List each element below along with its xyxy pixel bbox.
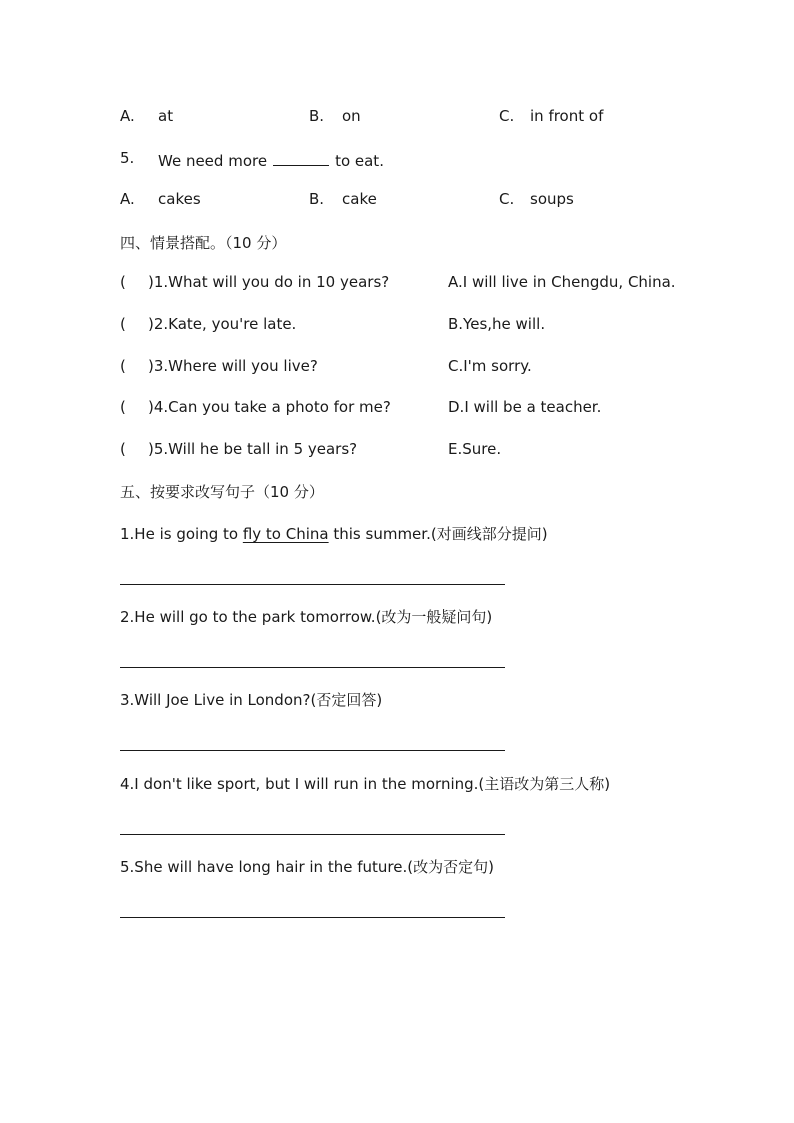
item-text: 5.She will have long hair in the future.(改为否定句) [120, 858, 494, 876]
match-question-3 [120, 357, 318, 375]
section-4-heading: 四、情景搭配。（10 分） [120, 234, 287, 252]
question-text: )2.Kate, you're late. [148, 315, 297, 333]
rewrite-item-3 [120, 689, 382, 710]
q5-option-b-text: cake [342, 190, 377, 208]
question-text: )5.Will he be tall in 5 years? [148, 440, 358, 458]
rewrite-item-5 [120, 856, 494, 877]
q5-before: We need more [158, 152, 268, 170]
q5-sentence [158, 149, 384, 170]
match-question-5 [120, 440, 357, 458]
answer-line-3[interactable] [120, 750, 505, 751]
item-text-after: this summer.(对画线部分提问) [328, 525, 548, 543]
answer-line-5[interactable] [120, 917, 505, 918]
q4-option-c-text: in front of [530, 107, 604, 125]
match-answer-b: B.Yes,he will. [448, 315, 546, 333]
q5-option-c-text: soups [530, 190, 574, 208]
answer-line-1[interactable] [120, 584, 505, 585]
q5-option-a: A. [120, 190, 135, 208]
match-question-2 [120, 315, 296, 333]
q4-option-a-text: at [158, 107, 174, 125]
section-5-heading: 五、按要求改写句子（10 分） [120, 483, 324, 501]
match-question-4 [120, 398, 391, 416]
match-answer-e: E.Sure. [448, 440, 502, 458]
q5-option-c: C. [499, 190, 515, 208]
answer-line-2[interactable] [120, 667, 505, 668]
match-answer-d: D.I will be a teacher. [448, 398, 602, 416]
answer-paren[interactable]: ( [120, 440, 126, 458]
item-text: 2.He will go to the park tomorrow.(改为一般疑问句) [120, 608, 493, 626]
underlined-phrase: fly to China [242, 525, 329, 543]
q4-option-c: C. [499, 107, 515, 125]
q4-option-b-text: on [342, 107, 361, 125]
question-text: )4.Can you take a photo for me? [148, 398, 391, 416]
question-text: )3.Where will you live? [148, 357, 318, 375]
answer-paren[interactable]: ( [120, 273, 126, 291]
question-text: )1.What will you do in 10 years? [148, 273, 390, 291]
match-answer-a: A.I will live in Chengdu, China. [448, 273, 676, 291]
rewrite-item-2 [120, 606, 492, 627]
item-text: 4.I don't like sport, but I will run in the morning.(主语改为第三人称) [120, 775, 611, 793]
rewrite-item-4 [120, 773, 610, 794]
q5-after: to eat. [335, 152, 384, 170]
fill-in-blank[interactable] [273, 149, 329, 166]
answer-paren[interactable]: ( [120, 315, 126, 333]
answer-paren[interactable]: ( [120, 398, 126, 416]
option-letter: A. [120, 107, 135, 125]
match-question-1 [120, 273, 389, 291]
item-text: 3.Will Joe Live in London?(否定回答) [120, 691, 383, 709]
q5-option-b: B. [309, 190, 325, 208]
q4-option-a [120, 107, 135, 125]
q4-option-b: B. [309, 107, 325, 125]
rewrite-item-1 [120, 523, 548, 544]
answer-line-4[interactable] [120, 834, 505, 835]
answer-paren[interactable]: ( [120, 357, 126, 375]
item-text-before: 1.He is going to [120, 525, 243, 543]
match-answer-c: C.I'm sorry. [448, 357, 532, 375]
q5-number: 5. [120, 149, 135, 167]
q5-option-a-text: cakes [158, 190, 201, 208]
